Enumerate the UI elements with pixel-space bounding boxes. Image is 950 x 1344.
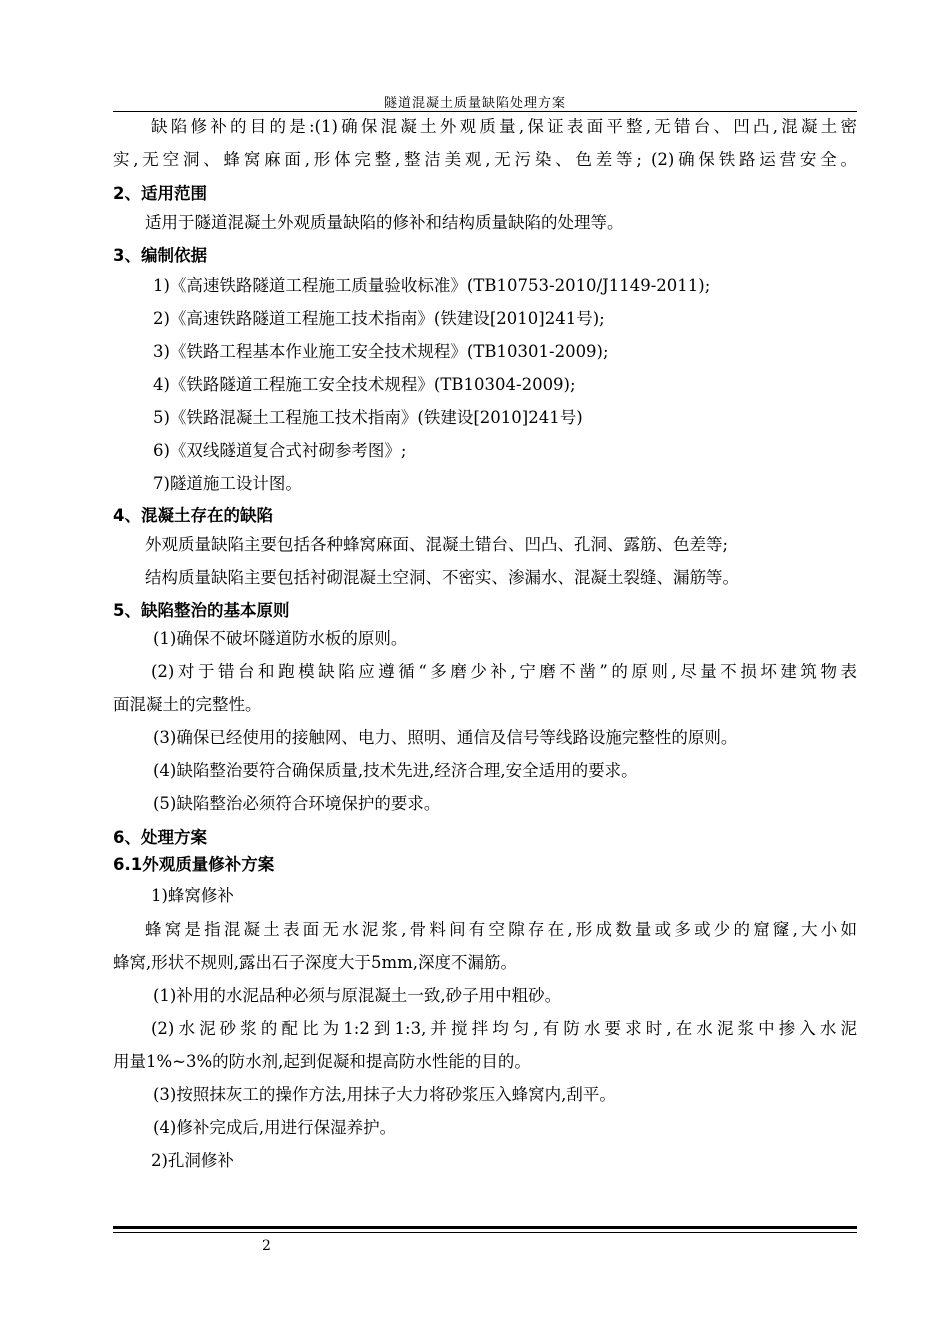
paragraph-line: 适用于隧道混凝土外观质量缺陷的修补和结构质量缺陷的处理等。 xyxy=(145,213,624,232)
principle-item: (5)缺陷整治必须符合环境保护的要求。 xyxy=(153,794,441,813)
item-heading: 1)蜂窝修补 xyxy=(151,886,234,905)
section-heading: 4、混凝土存在的缺陷 xyxy=(113,506,273,525)
paragraph-line: 蜂窝是指混凝土表面无水泥浆,骨料间有空隙存在,形成数量或多或少的窟窿,大小如 xyxy=(145,920,857,939)
paragraph-line: 结构质量缺陷主要包括衬砌混凝土空洞、不密实、渗漏水、混凝土裂缝、漏筋等。 xyxy=(145,568,739,587)
reference-item: 4)《铁路隧道工程施工安全技术规程》(TB10304-2009); xyxy=(153,375,576,394)
principle-item: (4)缺陷整治要符合确保质量,技术先进,经济合理,安全适用的要求。 xyxy=(153,761,638,780)
paragraph-line: 实,无空洞、蜂窝麻面,形体完整,整洁美观,无污染、色差等; (2)确保铁路运营安全。 xyxy=(113,150,857,169)
section-heading: 5、缺陷整治的基本原则 xyxy=(113,601,290,620)
procedure-item: (2)水泥砂浆的配比为1:2到1:3,并搅拌均匀,有防水要求时,在水泥浆中掺入水泥 xyxy=(151,1019,857,1038)
procedure-item: (3)按照抹灰工的操作方法,用抹子大力将砂浆压入蜂窝内,刮平。 xyxy=(153,1085,616,1104)
header-rule xyxy=(113,111,857,112)
running-header: 隧道混凝土质量缺陷处理方案 xyxy=(383,96,566,111)
reference-item: 2)《高速铁路隧道工程施工技术指南》(铁建设[2010]241号); xyxy=(153,309,605,328)
procedure-item: (4)修补完成后,用进行保湿养护。 xyxy=(153,1118,397,1137)
principle-item: (2)对于错台和跑模缺陷应遵循“多磨少补,宁磨不凿”的原则,尽量不损坏建筑物表 xyxy=(151,662,857,681)
footer-rule-thin xyxy=(113,1232,857,1233)
reference-item: 1)《高速铁路隧道工程施工质量验收标准》(TB10753-2010/J1149-2011); xyxy=(153,276,711,295)
paragraph-line: 缺陷修补的目的是:(1)确保混凝土外观质量,保证表面平整,无错台、凹凸,混凝土密 xyxy=(151,117,857,136)
page-number: 2 xyxy=(262,1238,271,1254)
footer-rule xyxy=(113,1226,857,1229)
reference-item: 7)隧道施工设计图。 xyxy=(153,474,302,493)
item-heading: 2)孔洞修补 xyxy=(151,1151,234,1170)
paragraph-line: 外观质量缺陷主要包括各种蜂窝麻面、混凝土错台、凹凸、孔洞、露筋、色差等; xyxy=(145,535,729,554)
principle-item: (3)确保已经使用的接触网、电力、照明、通信及信号等线路设施完整性的原则。 xyxy=(153,728,738,747)
subsection-heading: 6.1外观质量修补方案 xyxy=(113,855,275,874)
reference-item: 3)《铁路工程基本作业施工安全技术规程》(TB10301-2009); xyxy=(153,342,609,361)
paragraph-line: 蜂窝,形状不规则,露出石子深度大于5mm,深度不漏筋。 xyxy=(113,953,518,972)
section-heading: 2、适用范围 xyxy=(113,184,207,203)
section-heading: 3、编制依据 xyxy=(113,246,207,265)
reference-item: 5)《铁路混凝土工程施工技术指南》(铁建设[2010]241号) xyxy=(153,408,583,427)
section-heading: 6、处理方案 xyxy=(113,828,207,847)
reference-item: 6)《双线隧道复合式衬砌参考图》; xyxy=(153,441,407,460)
paragraph-line: 用量1%~3%的防水剂,起到促凝和提高防水性能的目的。 xyxy=(113,1052,531,1071)
paragraph-line: 面混凝土的完整性。 xyxy=(113,695,262,714)
procedure-item: (1)补用的水泥品种必须与原混凝土一致,砂子用中粗砂。 xyxy=(153,986,562,1005)
principle-item: (1)确保不破坏隧道防水板的原则。 xyxy=(153,629,408,648)
